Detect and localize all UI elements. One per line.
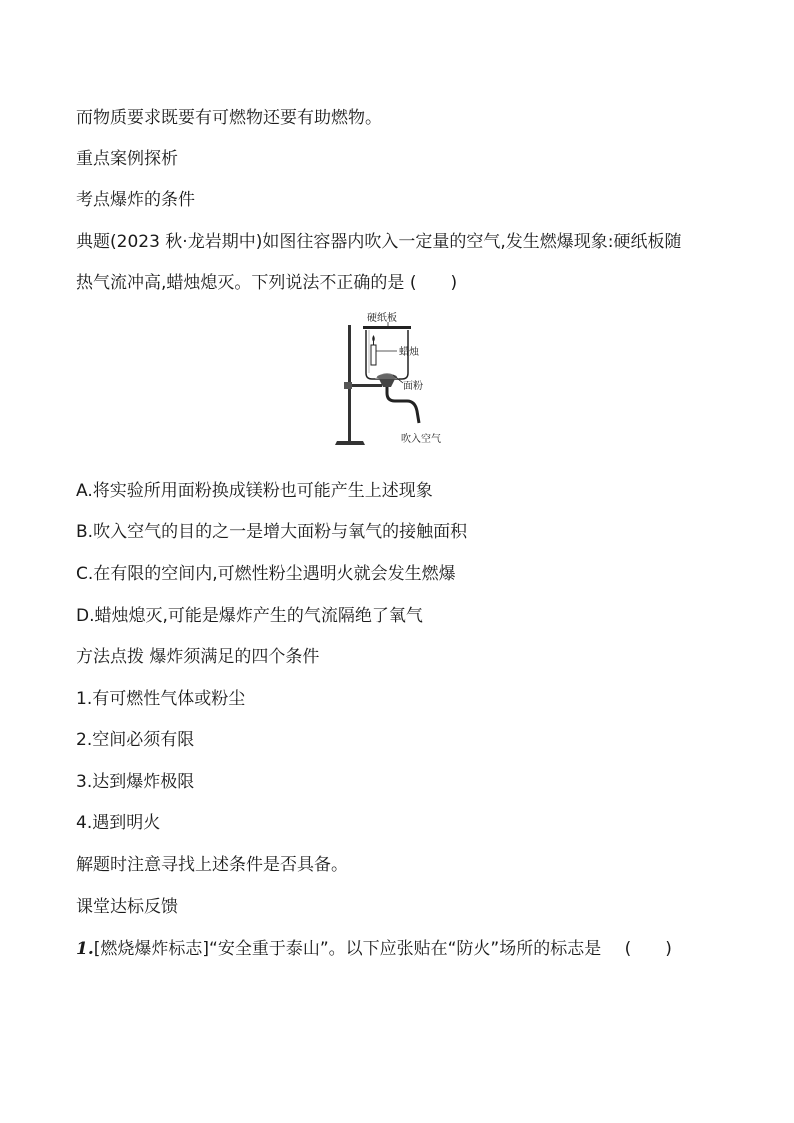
option-d: D.蜡烛熄灭,可能是爆炸产生的气流隔绝了氧气	[76, 606, 423, 626]
section-title-case-analysis: 重点案例探析	[76, 149, 178, 169]
question-1-text: [燃烧爆炸标志]“安全重于泰山”。以下应张贴在“防火”场所的标志是	[93, 939, 602, 959]
option-c: C.在有限的空间内,可燃性粉尘遇明火就会发生燃爆	[76, 564, 456, 584]
method-item-3: 3.达到爆炸极限	[76, 772, 195, 792]
clamp-boss	[344, 382, 352, 389]
question-stem-line-2	[76, 272, 457, 294]
method-title: 方法点拨 爆炸须满足的四个条件	[76, 647, 320, 667]
question-stem-text: 热气流冲高,蜡烛熄灭。下列说法不正确的是	[76, 273, 405, 293]
candle	[371, 345, 376, 365]
method-item-2: 2.空间必须有限	[76, 730, 195, 750]
feedback-title: 课堂达标反馈	[76, 897, 178, 917]
stand-base	[335, 441, 365, 445]
question-1	[76, 938, 672, 960]
experiment-apparatus-figure	[333, 311, 463, 451]
question-stem-line-1: 典题(2023 秋·龙岩期中)如图往容器内吹入一定量的空气,发生燃爆现象:硬纸板随	[76, 232, 682, 252]
cardboard	[363, 326, 411, 329]
answer-bracket: ( )	[409, 273, 458, 293]
option-a: A.将实验所用面粉换成镁粉也可能产生上述现象	[76, 481, 433, 501]
topic-title-explosion-conditions: 考点爆炸的条件	[76, 190, 195, 210]
label-cardboard: 硬纸板	[367, 313, 397, 324]
method-item-4: 4.遇到明火	[76, 813, 161, 833]
air-tube	[387, 387, 419, 423]
text-line-1: 而物质要求既要有可燃物还要有助燃物。	[76, 108, 382, 128]
method-note: 解题时注意寻找上述条件是否具备。	[76, 855, 348, 875]
question-1-answer-bracket: ( )	[624, 939, 672, 959]
candle-flame	[372, 335, 375, 342]
label-flour: 面粉	[403, 381, 423, 392]
method-item-1: 1.有可燃性气体或粉尘	[76, 689, 246, 709]
clamp-arm	[348, 384, 382, 387]
label-blow-air: 吹入空气	[401, 434, 441, 445]
question-1-number: 1.	[76, 939, 94, 959]
label-candle: 蜡烛	[399, 347, 419, 358]
option-b: B.吹入空气的目的之一是增大面粉与氧气的接触面积	[76, 522, 468, 542]
